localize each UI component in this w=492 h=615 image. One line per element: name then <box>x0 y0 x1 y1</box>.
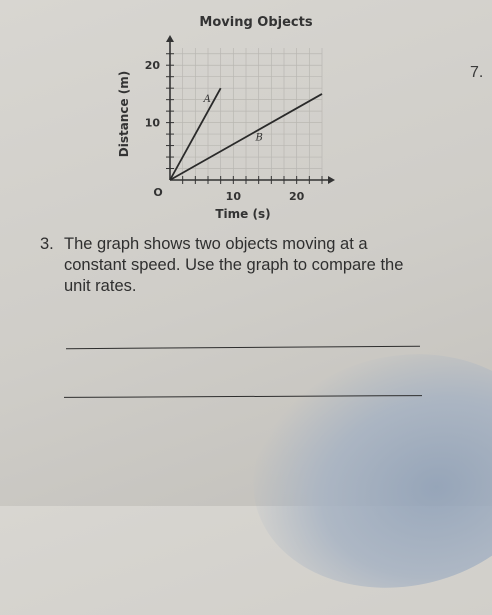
moving-objects-chart <box>110 8 335 223</box>
hand-shadow <box>231 327 492 614</box>
x-tick-label: 20 <box>289 190 305 203</box>
y-tick-label: 10 <box>144 116 160 130</box>
answer-line-1[interactable] <box>66 346 420 349</box>
y-tick-label: 20 <box>144 59 160 73</box>
y-axis-label: Distance (m) <box>117 70 131 158</box>
series-label-b: B <box>255 132 263 144</box>
x-tick-label: 10 <box>225 190 241 203</box>
chart-grid <box>170 48 322 180</box>
series-label-a: A <box>203 93 211 105</box>
x-axis-label: Time (s) <box>215 207 271 221</box>
y-axis-arrow <box>166 35 174 42</box>
x-axis-arrow <box>328 176 335 184</box>
origin-label: O <box>153 186 163 199</box>
chart-title: Moving Objects <box>199 15 313 30</box>
question-number: 3. <box>40 235 54 253</box>
question-text: The graph shows two objects moving at a constant speed. Use the graph to compare the unit rates. <box>64 235 404 295</box>
side-problem-number: 7. <box>470 64 484 81</box>
